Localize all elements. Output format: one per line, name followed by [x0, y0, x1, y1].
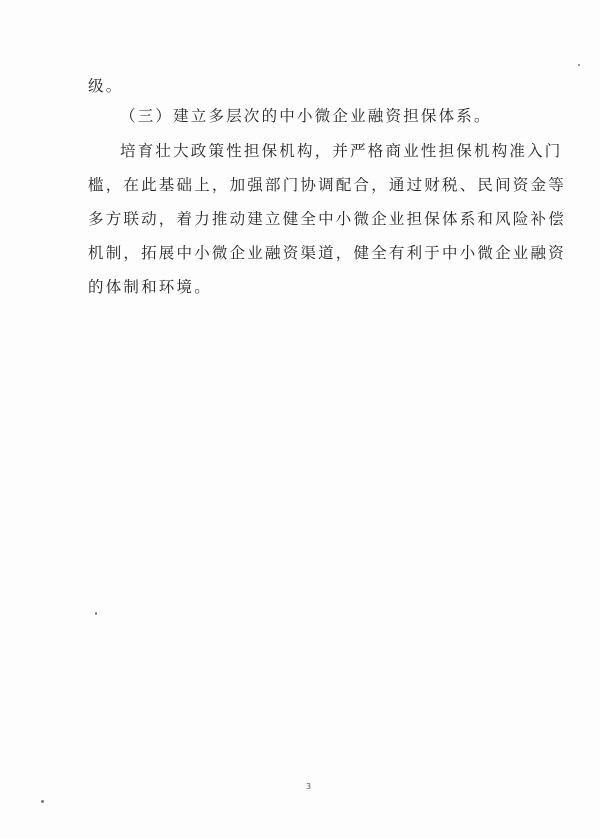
- paragraph-line-2: 槛，在此基础上，加强部门协调配合，通过财税、民间资金等: [88, 176, 566, 194]
- section-heading: （三）建立多层次的中小微企业融资担保体系。: [120, 107, 492, 125]
- scan-speck: [95, 612, 97, 615]
- text-line-1: 级。: [88, 77, 124, 95]
- paragraph-line-4: 机制，拓展中小微企业融资渠道，健全有利于中小微企业融资: [88, 244, 566, 262]
- paragraph-line-1: 培育壮大政策性担保机构，并严格商业性担保机构准入门: [120, 142, 563, 160]
- paragraph-line-3: 多方联动，着力推动建立健全中小微企业担保体系和风险补偿: [88, 210, 566, 228]
- paragraph-line-5: 的体制和环境。: [88, 278, 212, 296]
- scan-speck: [578, 64, 580, 66]
- scan-speck: [41, 800, 44, 803]
- page-number: 3: [306, 782, 312, 791]
